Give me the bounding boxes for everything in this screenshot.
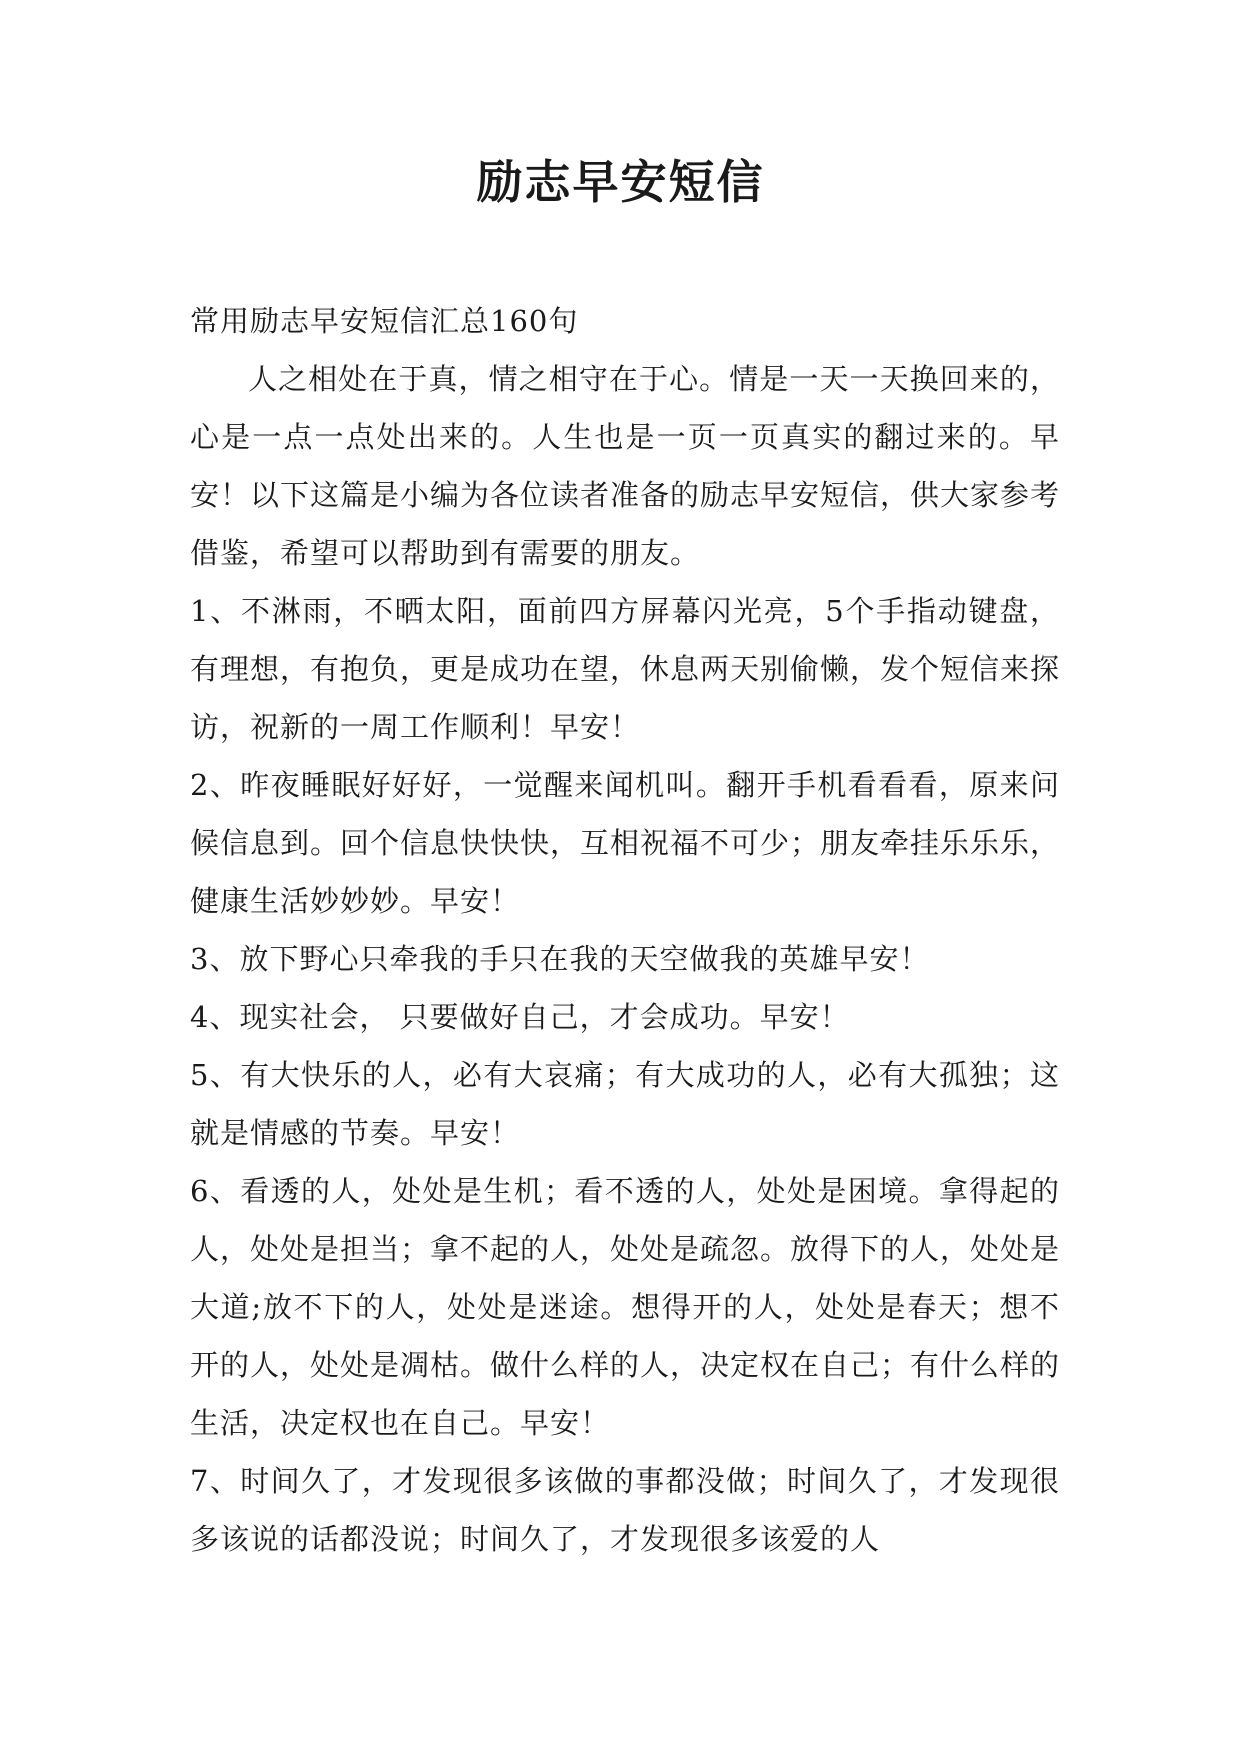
subtitle: 常用励志早安短信汇总160句: [190, 304, 579, 338]
page-title: 励志早安短信: [476, 155, 765, 209]
list-item-7: 7、时间久了，才发现很多该做的事都没做；时间久了，才发现很多该说的话都没说；时间久了，才发现很多该爱的人: [190, 1464, 1060, 1556]
list-item-6: 6、看透的人，处处是生机；看不透的人，处处是困境。拿得起的人，处处是担当；拿不起的人，处处是疏忽。放得下的人，处处是大道;放不下的人，处处是迷途。想得开的人，处处是春天；想不开的人，处处是凋枯。做什么样的人，决定权在自己；有什么样的生活，决定权也在自己。早安！: [190, 1174, 1061, 1440]
list-item-5: 5、有大快乐的人，必有大哀痛；有大成功的人，必有大孤独；这就是情感的节奏。早安！: [190, 1058, 1060, 1150]
list-item-4: 4、现实社会， 只要做好自己，才会成功。早安！: [190, 1000, 850, 1034]
list-item-2: 2、昨夜睡眠好好好，一觉醒来闻机叫。翻开手机看看看，原来问候信息到。回个信息快快快，互相祝福不可少；朋友牵挂乐乐乐，健康生活妙妙妙。早安！: [190, 768, 1061, 918]
list-item-3: 3、放下野心只牵我的手只在我的天空做我的英雄早安！: [190, 942, 930, 976]
document-body: [190, 292, 1060, 1568]
list-item-1: 1、不淋雨，不晒太阳，面前四方屏幕闪光亮，5个手指动键盘，有理想，有抱负，更是成功在望，休息两天别偷懒，发个短信来探访，祝新的一周工作顺利！早安！: [190, 594, 1061, 744]
intro-paragraph: 人之相处在于真，情之相守在于心。情是一天一天换回来的，心是一点一点处出来的。人生也是一页一页真实的翻过来的。早安！以下这篇是小编为各位读者准备的励志早安短信，供大家参考借鉴，希望可以帮助到有需要的朋友。: [190, 362, 1061, 570]
